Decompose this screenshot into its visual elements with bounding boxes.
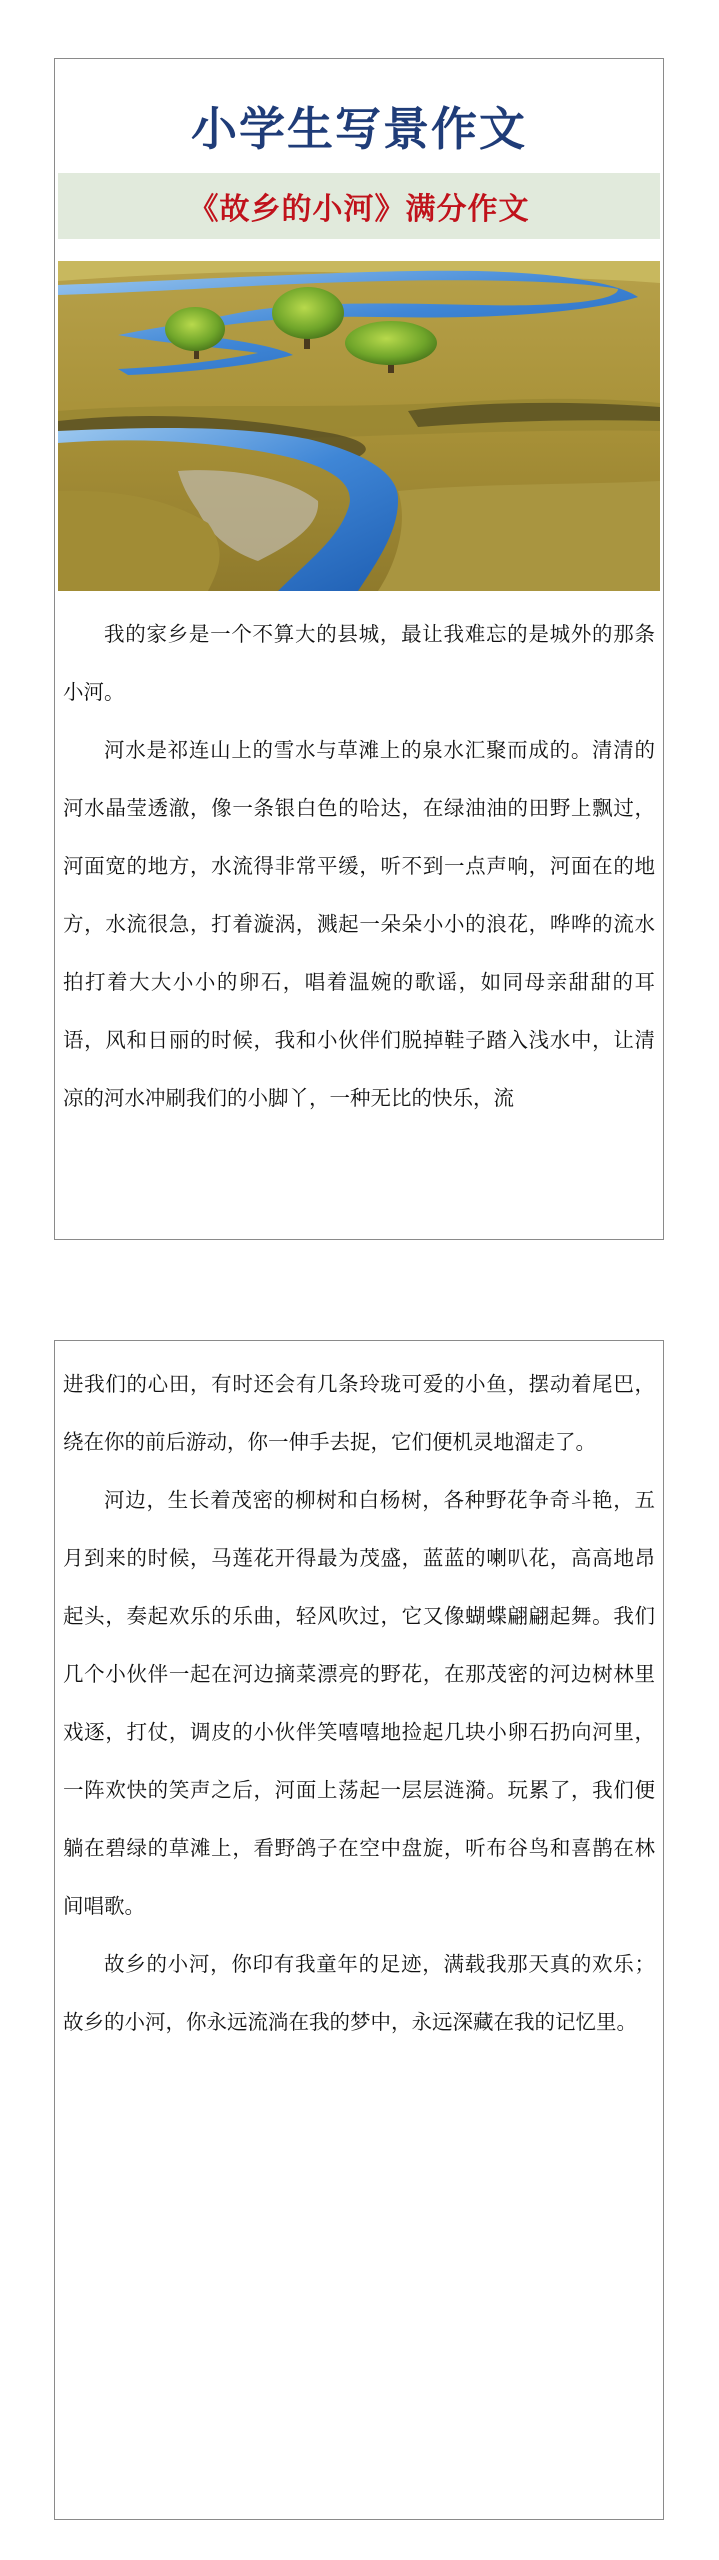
paragraph-continuation: 进我们的心田，有时还会有几条玲珑可爱的小鱼，摆动着尾巴，绕在你的前后游动，你一伸手去捉，它们便机灵地溜走了。 xyxy=(63,1372,655,1454)
paragraph: 河水是祁连山上的雪水与草滩上的泉水汇聚而成的。清清的河水晶莹透澈，像一条银白色的哈达，在绿油油的田野上飘过，河面宽的地方，水流得非常平缓，听不到一点声响，河面在的地方，水流很急，打着漩涡，溅起一朵朵小小的浪花，哗哗的流水拍打着大大小小的卵石，唱着温婉的歌谣，如同母亲甜甜的耳语，风和日丽的时候，我和小伙伴们脱掉鞋子踏入浅水中，让清凉的河水冲刷我们的小脚丫，一种无比的快乐，流 xyxy=(63,738,655,1110)
paragraph: 我的家乡是一个不算大的县城，最让我难忘的是城外的那条小河。 xyxy=(63,622,655,704)
paragraph: 河边，生长着茂密的柳树和白杨树，各种野花争奇斗艳，五月到来的时候，马莲花开得最为茂盛，蓝蓝的喇叭花，高高地昂起头，奏起欢乐的乐曲，轻风吹过，它又像蝴蝶翩翩起舞。我们几个小伙伴一起在河边摘菜漂亮的野花，在那茂密的河边树林里戏逐，打仗，调皮的小伙伴笑嘻嘻地捡起几块小卵石扔向河里，一阵欢快的笑声之后，河面上荡起一层层涟漪。玩累了，我们便躺在碧绿的草滩上，看野鸽子在空中盘旋，听布谷鸟和喜鹊在林间唱歌。 xyxy=(63,1488,655,1918)
subtitle-banner xyxy=(58,173,660,239)
essay-page-1 xyxy=(54,58,664,1240)
river-landscape-photo xyxy=(58,261,660,591)
essay-subtitle: 《故乡的小河》满分作文 xyxy=(188,192,530,227)
page-title: 小学生写景作文 xyxy=(191,102,527,156)
essay-body-page-2 xyxy=(63,1355,655,2051)
right-grass xyxy=(378,481,660,591)
essay-body-page-1 xyxy=(63,605,655,1127)
essay-page-2 xyxy=(54,1340,664,2520)
paragraph: 故乡的小河，你印有我童年的足迹，满载我那天真的欢乐；故乡的小河，你永远流淌在我的梦中，永远深藏在我的记忆里。 xyxy=(63,1952,655,2034)
